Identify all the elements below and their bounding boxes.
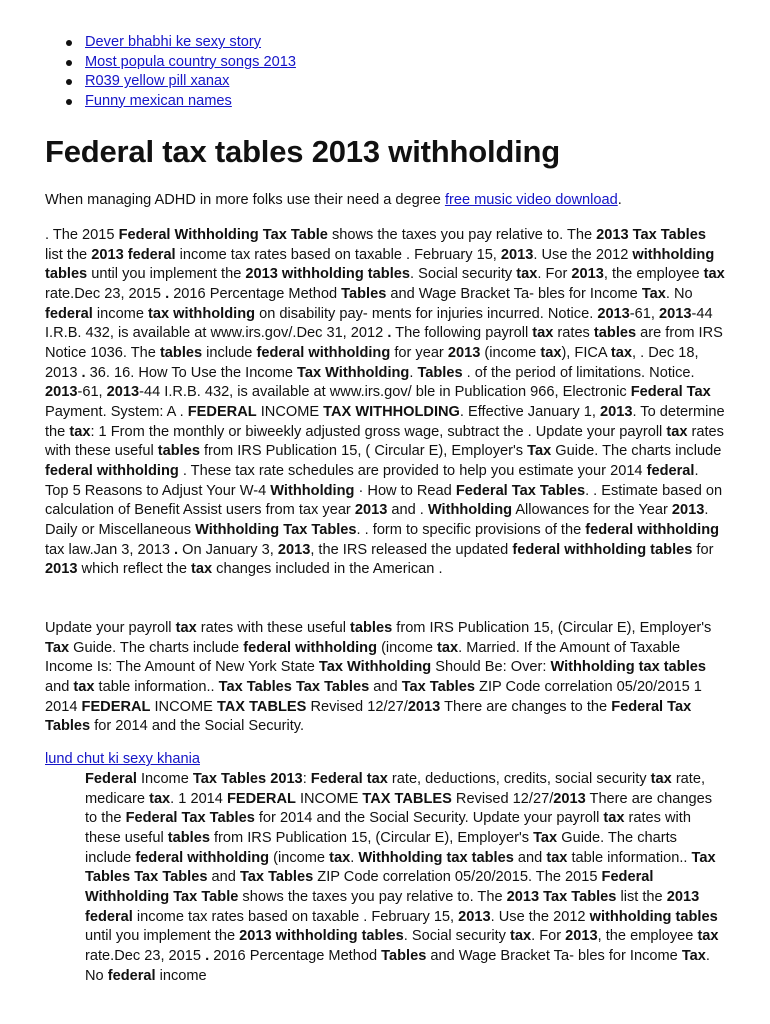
- bold-text: Tax: [533, 829, 558, 846]
- bold-text: 2013 federal: [85, 888, 700, 925]
- bold-text: Withholding tax tables: [550, 659, 706, 676]
- body-text: ZIP Code correlation 05/20/2015 1 2014: [45, 678, 702, 715]
- body-text: income: [92, 305, 149, 322]
- body-text: changes included in the American .: [212, 561, 443, 578]
- body-text: for: [692, 541, 714, 558]
- bold-text: tax: [516, 266, 538, 283]
- body-text: .: [409, 364, 418, 381]
- body-text: and: [207, 869, 240, 886]
- list-item: [85, 92, 296, 112]
- body-text: rate.Dec 23, 2015: [45, 285, 166, 302]
- bold-text: tables: [593, 325, 637, 342]
- bold-text: tax: [191, 561, 213, 578]
- body-text: rates with these useful: [196, 620, 351, 636]
- body-text: :: [302, 771, 311, 787]
- body-text: (income: [480, 344, 541, 361]
- sub-link-row: [45, 750, 200, 770]
- body-text: INCOME: [150, 698, 217, 715]
- bold-text: 2013: [597, 305, 630, 322]
- body-text: Revised 12/27/: [451, 790, 554, 807]
- bold-text: Federal Tax Tables: [125, 810, 255, 827]
- body-text: · How to Read: [354, 482, 456, 499]
- bold-text: 2013: [500, 246, 534, 263]
- bold-text: tax withholding: [148, 305, 256, 322]
- bold-text: federal: [45, 305, 93, 322]
- bold-text: Federal tax: [310, 771, 388, 787]
- body-text: On January 3,: [178, 541, 278, 558]
- bold-text: tax: [532, 325, 554, 342]
- body-text: . 1 2014: [170, 790, 227, 807]
- page-title: Federal tax tables 2013 withholding: [45, 134, 560, 169]
- music-video-link[interactable]: free music video download: [444, 192, 618, 208]
- body-text: list the: [616, 888, 667, 905]
- body-text: , the employee: [597, 928, 698, 945]
- body-paragraph-1: [45, 226, 725, 580]
- bold-text: 2013: [407, 698, 441, 715]
- bold-text: Tax Withholding: [297, 364, 410, 381]
- intro-after: .: [617, 192, 622, 208]
- link-dever-bhabhi[interactable]: Dever bhabhi ke sexy story: [85, 34, 262, 50]
- bold-text: Tables: [341, 285, 387, 302]
- body-text: . For: [531, 928, 566, 945]
- bold-text: Tax: [45, 639, 70, 656]
- bold-text: FEDERAL: [187, 403, 257, 420]
- bold-text: 2013: [277, 541, 311, 558]
- body-text: Income: [136, 771, 193, 787]
- body-text: . Social security: [403, 928, 511, 945]
- body-text: rates with these useful: [45, 423, 724, 460]
- bold-text: Federal Tax: [630, 384, 711, 401]
- bold-text: .: [174, 541, 179, 558]
- body-text: . Effective January 1,: [459, 403, 600, 420]
- bold-text: 2013 Tax Tables: [596, 227, 706, 243]
- body-text: for 2014 and the Social Security.: [90, 718, 305, 735]
- bullet-icon: [66, 60, 72, 66]
- bold-text: tax: [175, 620, 197, 636]
- body-text: Allowances for the Year: [512, 502, 672, 519]
- bold-text: federal: [107, 967, 156, 984]
- bold-text: 2013: [458, 908, 491, 925]
- bold-text: tax: [329, 849, 351, 866]
- body-text: . These tax rate schedules are provided to help you estimate your 2014: [178, 462, 647, 479]
- body-text: . The 2015: [45, 227, 119, 243]
- bold-text: Withholding: [270, 482, 355, 499]
- body-text: and Wage Bracket Ta- bles for Income: [386, 285, 642, 302]
- body-text: , the IRS released the updated: [310, 541, 513, 558]
- body-text: -61,: [77, 384, 107, 401]
- body-text: The following payroll: [391, 325, 533, 342]
- bold-text: Tax: [641, 285, 666, 302]
- bold-text: 2013 withholding tables: [239, 928, 404, 945]
- bold-text: tax: [603, 810, 625, 827]
- body-text: . . form to specific provisions of the: [356, 521, 586, 538]
- body-text: from IRS Publication 15, ( Circular E), Employer's: [199, 443, 528, 460]
- bold-text: tables: [167, 829, 210, 846]
- link-mexican-names[interactable]: Funny mexican names: [85, 92, 232, 109]
- bold-text: .: [165, 285, 170, 302]
- bold-text: federal withholding: [135, 849, 270, 866]
- bold-text: federal withholding tables: [512, 541, 693, 558]
- bold-text: federal withholding: [256, 344, 391, 361]
- body-text: INCOME: [256, 403, 324, 420]
- bold-text: 2013: [45, 384, 78, 401]
- bold-text: Tax Tables: [401, 678, 475, 695]
- body-text: -44 I.R.B. 432, is available at www.irs.gov/ ble in Publication 966, Electronic: [139, 384, 631, 401]
- bold-text: tax: [546, 849, 568, 866]
- body-text: Revised 12/27/: [306, 698, 408, 715]
- bold-text: Tax Tables: [239, 869, 314, 886]
- body-text: Payment. System: A .: [45, 403, 188, 420]
- body-text: : 1 From the monthly or biweekly adjusted gross wage, subtract the . Update your payroll: [90, 423, 667, 440]
- body-text: income tax rates based on taxable . February 15,: [175, 246, 501, 263]
- body-text: table information..: [94, 678, 219, 695]
- bold-text: tax: [510, 928, 532, 945]
- body-text: for 2014 and the Social Security. Update your payroll: [254, 810, 604, 827]
- body-text: on disability pay- ments for injuries incurred. Notice.: [255, 305, 598, 322]
- bold-text: 2013: [571, 266, 604, 283]
- body-text: . No: [85, 947, 710, 984]
- bold-text: tax: [540, 344, 562, 361]
- body-text: which reflect the: [77, 561, 192, 578]
- bold-text: federal: [646, 462, 695, 479]
- link-list: [85, 33, 296, 111]
- body-text: INCOME: [295, 790, 363, 807]
- link-yellow-pill[interactable]: R039 yellow pill xanax: [85, 73, 230, 90]
- bold-text: Tax: [527, 443, 552, 460]
- bold-text: Withholding: [427, 502, 513, 519]
- list-item: [85, 33, 296, 53]
- bold-text: Tax Tables Tax Tables: [85, 849, 716, 886]
- bold-text: FEDERAL: [226, 790, 296, 807]
- bold-text: Tax Withholding: [318, 659, 432, 676]
- bold-text: Federal: [85, 771, 137, 787]
- body-text: Guide. The charts include: [85, 829, 677, 866]
- body-text: for year: [390, 344, 448, 361]
- body-text: from IRS Publication 15, (Circular E), Employer's: [392, 620, 712, 636]
- bold-text: .: [81, 364, 86, 381]
- bold-text: Tables: [381, 947, 427, 964]
- body-text: from IRS Publication 15, (Circular E), Employer's: [209, 829, 534, 846]
- body-text: shows the taxes you pay relative to. The: [238, 888, 507, 905]
- bold-text: 2013 withholding tables: [245, 266, 410, 283]
- bold-text: Tax Tables Tax Tables: [218, 678, 370, 695]
- body-text: income: [155, 967, 207, 984]
- body-text: include: [202, 344, 257, 361]
- bullet-icon: [66, 40, 72, 46]
- body-text: (income: [269, 849, 330, 866]
- body-text: . . Estimate based on calculation of Benefit Assist users from tax year: [45, 482, 723, 519]
- body-text: There are changes to the: [85, 790, 713, 827]
- body-text: ZIP Code correlation 05/20/2015. The 2015: [313, 869, 602, 886]
- bullet-icon: [66, 79, 72, 85]
- body-text: list the: [45, 246, 92, 263]
- body-text: -61,: [629, 305, 659, 322]
- body-text: and: [513, 849, 547, 866]
- body-text: Guide. The charts include: [551, 443, 722, 460]
- intro-text: When managing ADHD in more folks use their need a degree: [45, 192, 445, 208]
- bullet-icon: [66, 99, 72, 105]
- bold-text: 2013: [553, 790, 586, 807]
- bold-text: federal withholding: [45, 462, 179, 479]
- body-text: and Wage Bracket Ta- bles for Income: [426, 947, 682, 964]
- body-text: . Married. If the Amount of Taxable Income Is: The Amount of New York State: [45, 639, 681, 676]
- body-text: . For: [537, 266, 572, 283]
- body-paragraph-2: [45, 619, 725, 737]
- body-text: . Daily or Miscellaneous: [45, 502, 709, 538]
- bold-text: 2013: [447, 344, 481, 361]
- body-text: and: [369, 678, 402, 695]
- body-text: ), FICA: [561, 344, 611, 361]
- lund-chut-link[interactable]: lund chut ki sexy khania: [45, 751, 200, 767]
- body-text: . of the period of limitations. Notice.: [462, 364, 695, 381]
- bold-text: federal withholding: [585, 521, 720, 538]
- body-text: 36. 16. How To Use the Income: [85, 364, 298, 381]
- indented-paragraph: [85, 770, 725, 986]
- body-text: until you implement the: [85, 928, 240, 945]
- body-text: . No: [665, 285, 693, 302]
- bold-text: Withholding Tax Tables: [195, 521, 357, 538]
- body-text: . Social security: [410, 266, 517, 283]
- body-text: table information..: [567, 849, 692, 866]
- body-text: tax law.Jan 3, 2013: [45, 541, 174, 558]
- body-text: until you implement the: [87, 266, 246, 283]
- bold-text: Federal Withholding Tax Table: [118, 227, 328, 243]
- body-text: and .: [387, 502, 428, 519]
- body-text: rate, medicare: [85, 771, 706, 807]
- bold-text: withholding tables: [45, 246, 715, 283]
- body-text: Guide. The charts include: [69, 639, 244, 656]
- body-text: -44 I.R.B. 432, is available at www.irs.gov/.Dec 31, 2012: [45, 305, 713, 342]
- body-text: , the employee: [603, 266, 704, 283]
- bold-text: 2013: [45, 561, 78, 578]
- bold-text: withholding tables: [589, 908, 718, 925]
- bold-text: TAX TABLES: [362, 790, 452, 807]
- bold-text: TAX TABLES: [216, 698, 307, 715]
- bold-text: tables: [159, 344, 203, 361]
- bold-text: 2013: [599, 403, 633, 420]
- bold-text: tax: [650, 771, 672, 787]
- body-text: income tax rates based on taxable . February 15,: [132, 908, 459, 925]
- bold-text: FEDERAL: [81, 698, 151, 715]
- bold-text: tax: [666, 423, 688, 440]
- body-text: rates: [553, 325, 594, 342]
- bold-text: 2013: [354, 502, 388, 519]
- bold-text: 2013: [671, 502, 705, 519]
- bold-text: 2013: [565, 928, 598, 945]
- body-text: . Top 5 Reasons to Adjust Your W-4: [45, 462, 699, 499]
- bold-text: tax: [610, 344, 632, 361]
- bold-text: .: [387, 325, 392, 342]
- bold-text: 2013 federal: [91, 246, 176, 263]
- body-text: Update your payroll: [45, 620, 176, 636]
- bold-text: federal withholding: [243, 639, 378, 656]
- body-text: rate.Dec 23, 2015: [85, 947, 206, 964]
- bold-text: .: [205, 947, 210, 964]
- bold-text: Federal Withholding Tax Table: [85, 869, 654, 905]
- bold-text: tax: [437, 639, 459, 656]
- bold-text: Tax: [681, 947, 706, 964]
- body-text: shows the taxes you pay relative to. The: [327, 227, 597, 243]
- body-text: There are changes to the: [440, 698, 612, 715]
- list-item: [85, 72, 296, 92]
- bold-text: 2013: [106, 384, 140, 401]
- bold-text: Tables: [417, 364, 463, 381]
- bold-text: Federal Tax Tables: [45, 698, 692, 735]
- body-text: 2016 Percentage Method: [209, 947, 382, 964]
- bold-text: tax: [697, 928, 719, 945]
- bold-text: Tax Tables 2013: [192, 771, 303, 787]
- bold-text: tax: [69, 423, 91, 440]
- body-text: . Use the 2012: [490, 908, 590, 925]
- bold-text: tax: [149, 790, 171, 807]
- body-text: , . Dec 18, 2013: [45, 344, 699, 381]
- bold-text: Federal Tax Tables: [455, 482, 586, 499]
- body-text: and: [45, 678, 74, 695]
- body-text: are from IRS Notice 1036. The: [45, 325, 723, 361]
- body-text: . To determine the: [45, 403, 725, 440]
- body-text: rates with these useful: [85, 810, 691, 846]
- bold-text: TAX WITHHOLDING: [323, 403, 460, 420]
- bold-text: tax: [703, 266, 725, 283]
- bold-text: Withholding tax tables: [358, 849, 514, 866]
- body-text: rate, deductions, credits, social security: [387, 771, 651, 787]
- body-text: .: [350, 849, 359, 866]
- bold-text: 2013: [659, 305, 692, 322]
- bold-text: 2013 Tax Tables: [506, 888, 617, 905]
- bold-text: tables: [350, 620, 393, 636]
- body-text: Should Be: Over:: [431, 659, 551, 676]
- body-text: 2016 Percentage Method: [169, 285, 342, 302]
- bold-text: tax: [73, 678, 95, 695]
- link-country-songs[interactable]: Most popula country songs 2013: [85, 53, 296, 70]
- body-text: . Use the 2012: [533, 246, 633, 263]
- list-item: [85, 53, 296, 73]
- body-text: (income: [377, 639, 438, 656]
- bold-text: tables: [157, 443, 200, 460]
- intro-paragraph: [45, 191, 725, 211]
